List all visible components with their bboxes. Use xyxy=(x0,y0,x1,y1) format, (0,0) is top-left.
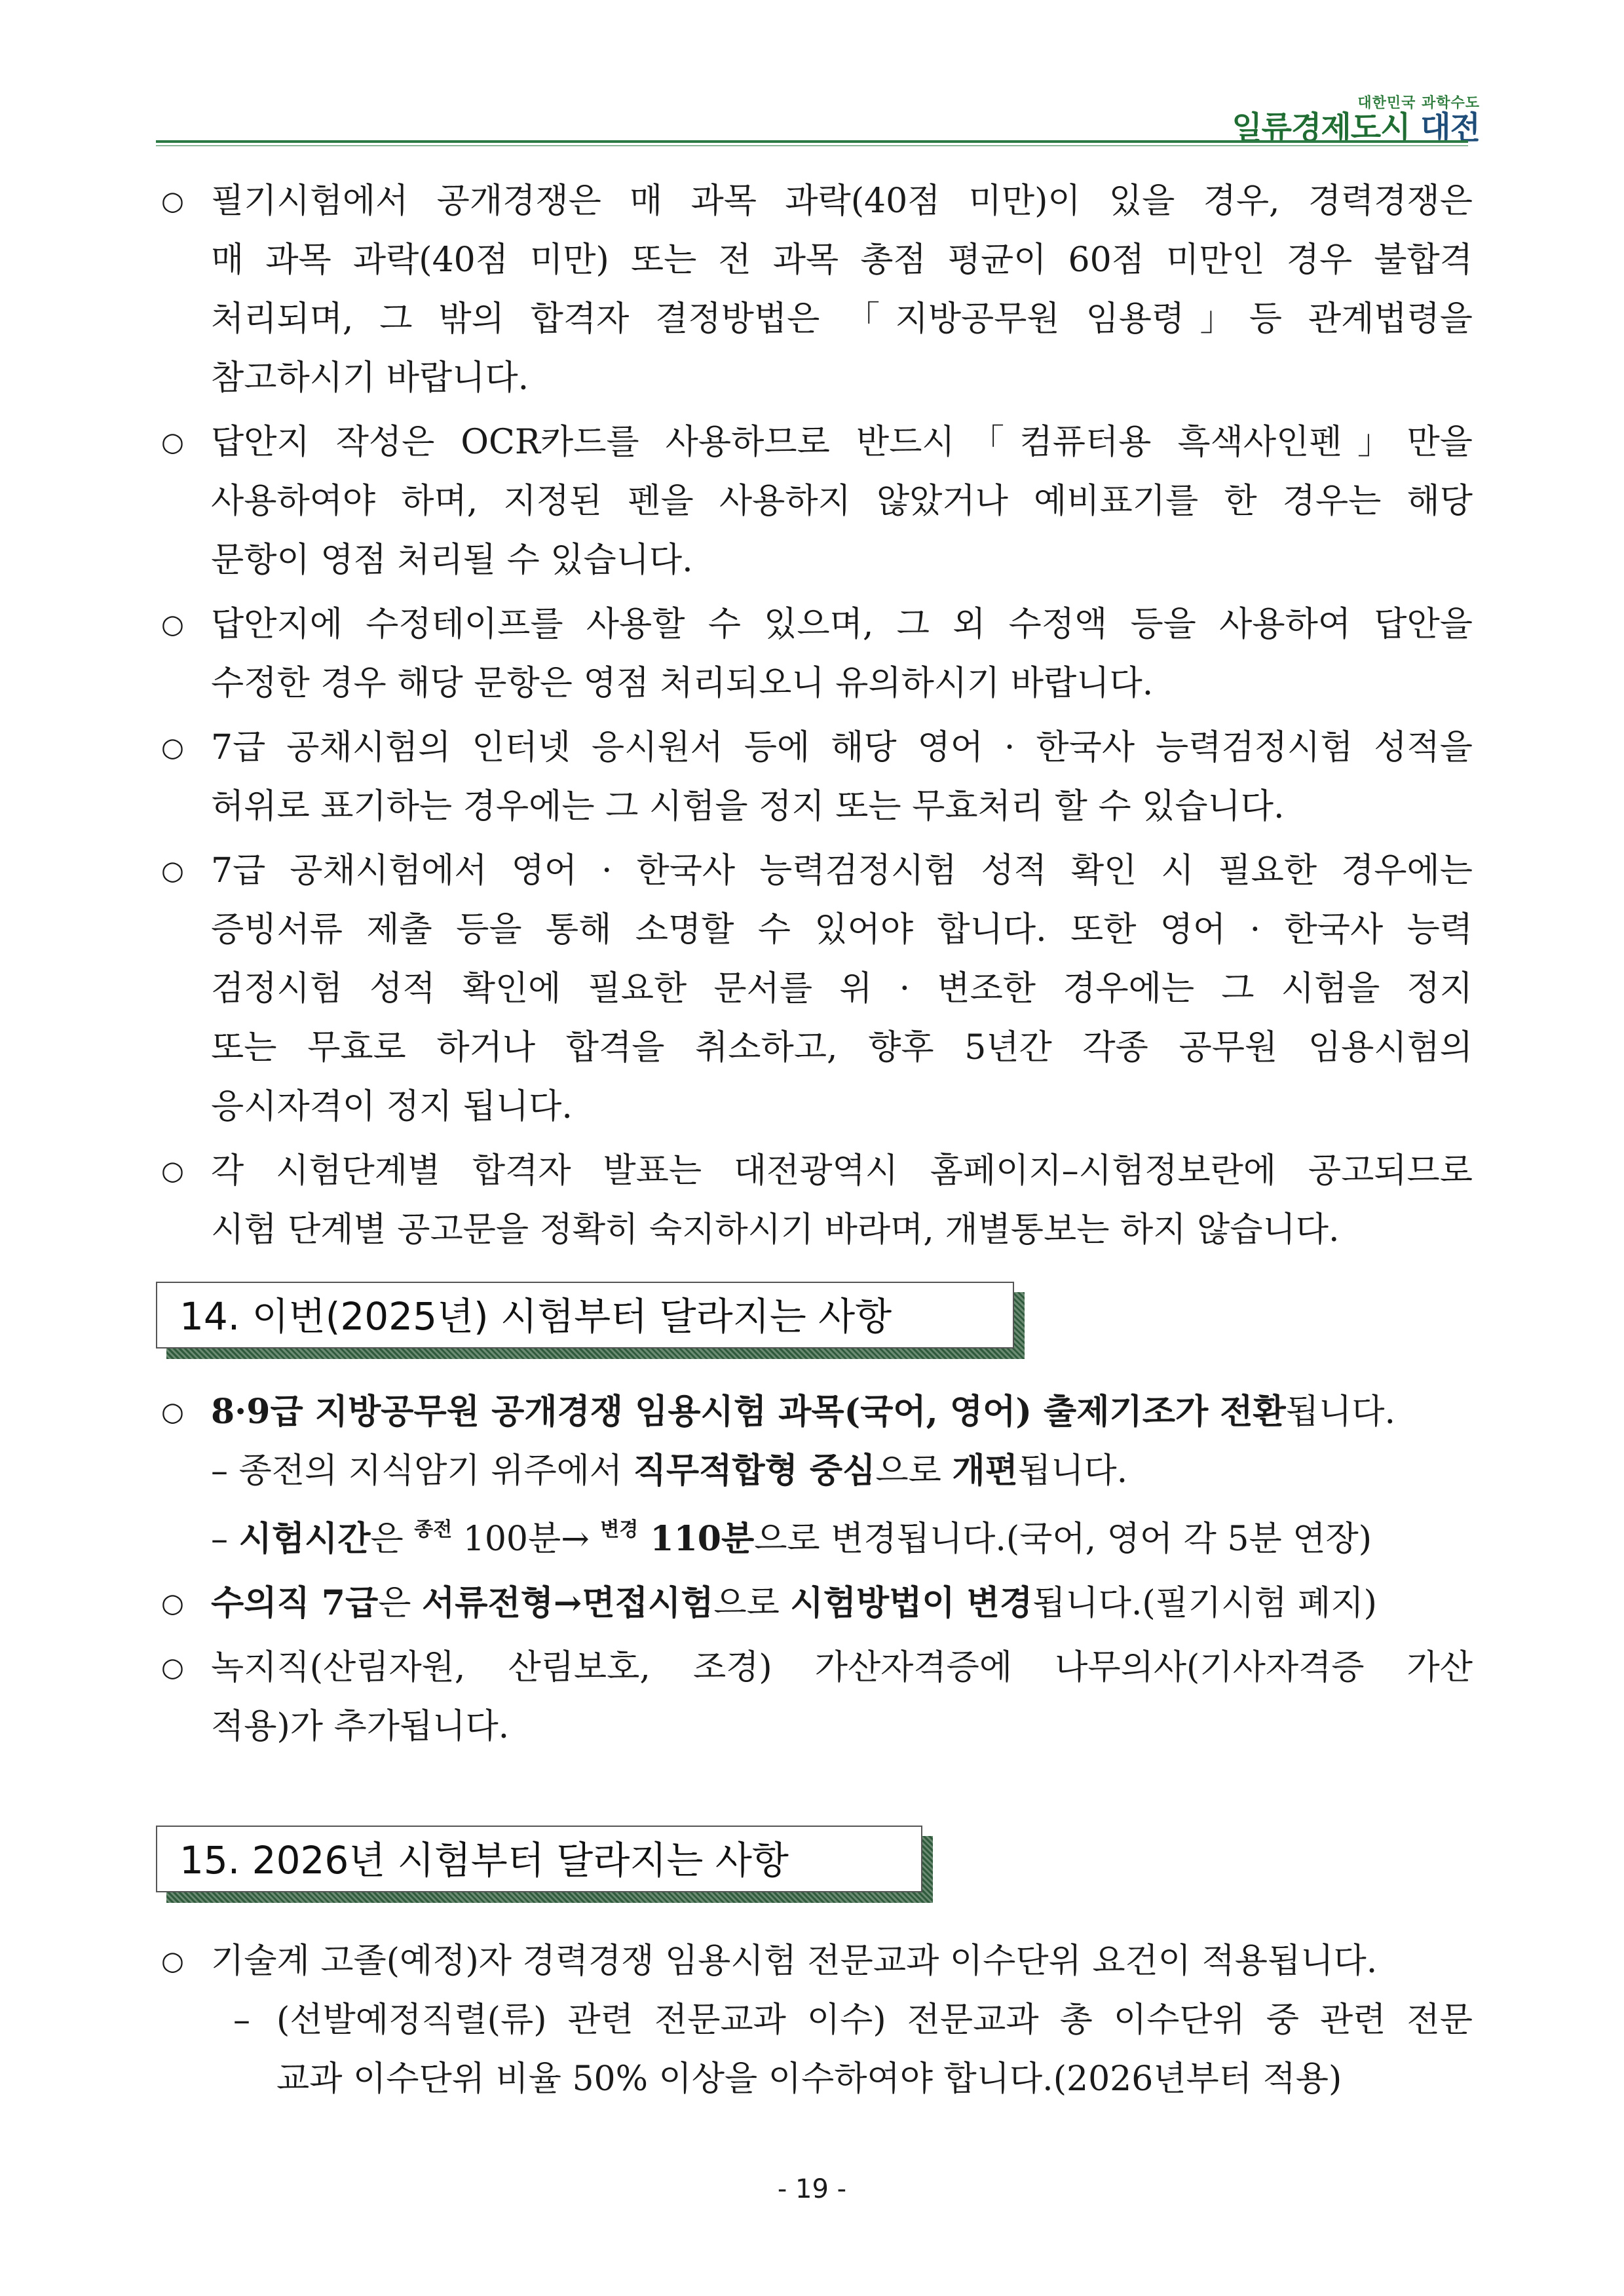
notice-line: 답안지 작성은 OCR카드를 사용하므로 반드시「컴퓨터용 흑색사인펜」만을 xyxy=(211,423,1473,462)
bullet-icon: ○ xyxy=(161,186,184,216)
change-item xyxy=(156,1574,1473,1633)
section-15-list xyxy=(156,1932,1473,2109)
notice-item xyxy=(156,718,1473,836)
bullet-icon: ○ xyxy=(161,1946,184,1976)
notice-item xyxy=(156,413,1473,590)
change-subitem: – 종전의 지식암기 위주에서 직무적합형 중심으로 개편됩니다. xyxy=(211,1451,1128,1491)
change-line: 수의직 7급은 서류전형→면접시험으로 시험방법이 변경됩니다.(필기시험 폐지) xyxy=(211,1583,1377,1623)
section-14-list xyxy=(156,1383,1473,1761)
change-item xyxy=(156,1638,1473,1756)
bullet-icon: ○ xyxy=(161,1397,184,1427)
header-logo xyxy=(1232,92,1480,144)
bullet-icon: ○ xyxy=(161,1156,184,1186)
change-line: 교과 이수단위 비율 50% 이상을 이수하여야 합니다.(2026년부터 적용) xyxy=(276,2059,1342,2099)
bullet-icon: ○ xyxy=(161,733,184,763)
dash-icon: – xyxy=(211,1451,228,1491)
section-14-title: 14. 이번(2025년) 시험부터 달라지는 사항 xyxy=(156,1282,1014,1349)
logo-title: 일류경제도시 대전 xyxy=(1232,109,1480,146)
notice-item xyxy=(156,595,1473,713)
header-divider xyxy=(156,140,1468,143)
change-line: 8·9급 지방공무원 공개경쟁 임용시험 과목(국어, 영어) 출제기조가 전환됩니다. xyxy=(211,1392,1396,1432)
notice-line: 사용하여야 하며, 지정된 펜을 사용하지 않았거나 예비표기를 한 경우는 해당 xyxy=(211,482,1473,521)
notice-line: 처리되며, 그 밖의 합격자 결정방법은 「지방공무원 임용령」등 관계법령을 xyxy=(211,299,1473,339)
bullet-icon: ○ xyxy=(161,1588,184,1618)
notice-line: 7급 공채시험의 인터넷 응시원서 등에 해당 영어 · 한국사 능력검정시험 성적을 xyxy=(211,728,1473,767)
change-line: 적용)가 추가됩니다. xyxy=(211,1707,510,1746)
notice-line: 7급 공채시험에서 영어 · 한국사 능력검정시험 성적 확인 시 필요한 경우에는 xyxy=(211,851,1473,890)
notice-item xyxy=(156,1141,1473,1259)
notice-line: 참고하시기 바랍니다. xyxy=(211,358,529,398)
header-divider-thin xyxy=(156,145,1468,146)
change-line: 녹지직(산림자원, 산림보호, 조경) 가산자격증에 나무의사(기사자격증 가산 xyxy=(211,1648,1473,1687)
logo-tagline: 대한민국 과학수도 xyxy=(1357,95,1480,111)
notice-line: 필기시험에서 공개경쟁은 매 과목 과락(40점 미만)이 있을 경우, 경력경쟁은 xyxy=(211,182,1473,221)
notice-list xyxy=(156,172,1473,1265)
change-line: 기술계 고졸(예정)자 경력경쟁 임용시험 전문교과 이수단위 요건이 적용됩니다. xyxy=(211,1942,1378,1981)
notice-line: 수정한 경우 해당 문항은 영점 처리되오니 유의하시기 바랍니다. xyxy=(211,664,1154,703)
notice-item xyxy=(156,172,1473,408)
change-item xyxy=(156,1932,1473,1991)
notice-line: 문항이 영점 처리될 수 있습니다. xyxy=(211,541,693,580)
notice-line: 응시자격이 정지 됩니다. xyxy=(211,1087,573,1126)
notice-line: 답안지에 수정테이프를 사용할 수 있으며, 그 외 수정액 등을 사용하여 답안을 xyxy=(211,605,1473,644)
bullet-icon: ○ xyxy=(161,856,184,886)
dash-icon: – xyxy=(211,1520,228,1559)
notice-line: 시험 단계별 공고문을 정확히 숙지하시기 바라며, 개별통보는 하지 않습니다. xyxy=(211,1210,1340,1250)
section-15-title: 15. 2026년 시험부터 달라지는 사항 xyxy=(156,1826,922,1892)
notice-line: 매 과목 과락(40점 미만) 또는 전 과목 총점 평균이 60점 미만인 경우 불합격 xyxy=(211,240,1473,280)
change-item xyxy=(156,1383,1473,1442)
bullet-icon: ○ xyxy=(161,609,184,640)
bullet-icon: ○ xyxy=(161,427,184,457)
change-line: (선발예정직렬(류) 관련 전문교과 이수) 전문교과 총 이수단위 중 관련 전문 xyxy=(276,2000,1473,2040)
notice-line: 허위로 표기하는 경우에는 그 시험을 정지 또는 무효처리 할 수 있습니다. xyxy=(211,787,1285,826)
notice-item xyxy=(156,841,1473,1136)
notice-line: 또는 무효로 하거나 합격을 취소하고, 향후 5년간 각종 공무원 임용시험의 xyxy=(211,1028,1473,1067)
bullet-icon: ○ xyxy=(161,1653,184,1683)
notice-line: 검정시험 성적 확인에 필요한 문서를 위 · 변조한 경우에는 그 시험을 정지 xyxy=(211,969,1473,1008)
notice-line: 증빙서류 제출 등을 통해 소명할 수 있어야 합니다. 또한 영어 · 한국사 능력 xyxy=(211,910,1473,949)
page-number: - 19 - xyxy=(777,2174,847,2204)
dash-icon: – xyxy=(233,2000,250,2040)
notice-line: 각 시험단계별 합격자 발표는 대전광역시 홈페이지–시험정보란에 공고되므로 xyxy=(211,1151,1473,1191)
change-subitem: – 시험시간은 $^{종전}$ 100분→ $^{변경}$ 110분으로 변경됩니다.(국어, 영어 각 5분 연장) xyxy=(211,1518,1372,1559)
change-subitem xyxy=(233,1991,1473,2109)
